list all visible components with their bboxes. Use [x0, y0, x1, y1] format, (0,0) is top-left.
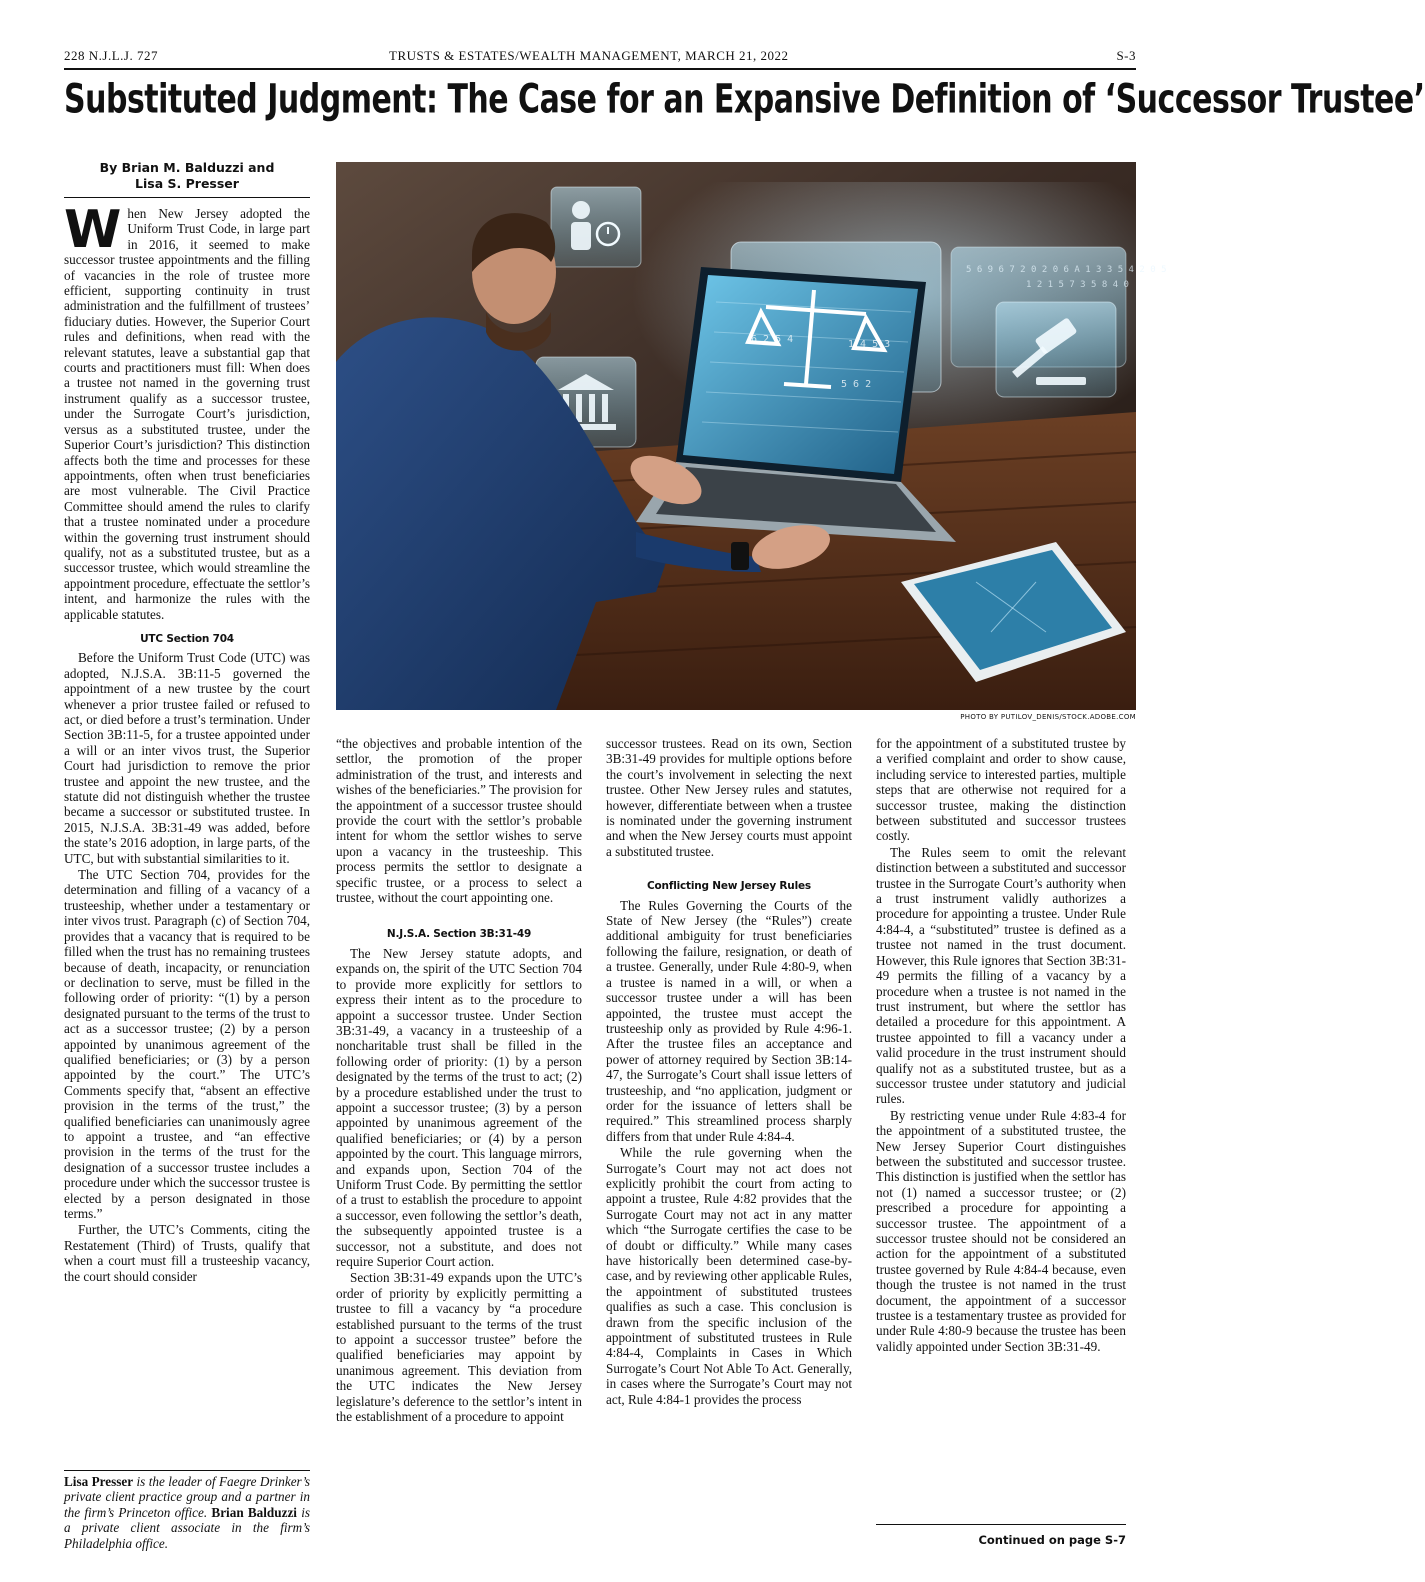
paragraph: “the objectives and probable intention of the settlor, the promotion of the proper administration of the trust, and interests and wishes of the beneficiaries.” The provision for the appointment of a successor trustee should provide the court with the settlor’s probable intent for whom the settlor wishes to serve upon a vacancy in the trusteeship. This process permits the settlor to designate a specific trustee, or a process to select a trustee, without the court appointing one. [336, 736, 582, 906]
byline [64, 160, 310, 192]
bio-text: is the leader of Faegre Drinker’s private client practice group and a partner in the firm’s Princeton office. [64, 1474, 311, 1520]
paragraph: The Rules Governing the Courts of the State of New Jersey (the “Rules”) create additional ambiguity for trust beneficiaries following the failure, resignation, or death of a trustee. Generally, under Rule 4:80-9, when a trustee is named in a will, or when a successor trustee under a will has been appointed, the trustee must accept the trusteeship only as provided by Rule 4:96-1. After the trustee files an acceptance and power of attorney required by Section 3B:14-47, the Surrogate’s Court shall issue letters of trusteeship, and “no application, judgment or order for the issuance of letters shall be required.” This streamlined process sharply differs from that under Rule 4:84-4. [606, 897, 852, 1144]
headline: Substituted Judgment: The Case for an Expansive Definition of ‘Successor Trustee’ [64, 76, 1425, 124]
paragraph: The New Jersey statute adopts, and expands on, the spirit of the UTC Section 704 to provide more explicitly for settlors to express their intent as to the procedure to appoint a successor trustee. Under Section 3B:31-49, a vacancy in a trusteeship of a noncharitable trust shall be filled in the following order of priority: (1) by a person designated by the terms of the trust to act; (2) by a procedure established under the trust to appoint a successor trustee; (3) by a person appointed by unanimous agreement of the qualified beneficiaries; or (4) by a person appointed by the court. This language mirrors, and expands upon, Section 704 of the Uniform Trust Code. By permitting the settlor of a trust to establish the procedure to appoint a successor, even following the settlor’s death, the subsequently appointed trustee is a successor, not a substitute, and does not require Superior Court action. [336, 945, 582, 1269]
hologram-digits: 5 6 9 6 7 2 0 2 0 6 A 1 3 3 5 4 2 0 5 [966, 265, 1167, 275]
page-number: S-3 [1116, 48, 1136, 63]
continued-line: Continued on page S-7 [978, 1533, 1126, 1547]
bio-text: is a private client associate in the firm’s Philadelphia office. [64, 1504, 310, 1551]
photo-illustration [336, 162, 1167, 710]
paragraph: By restricting venue under Rule 4:83-4 for the appointment of a substituted trustee, the New Jersey Superior Court distinguishes between the substituted and successor trustee. This distinction is justified when the settlor has not (1) named a successor trustee; or (2) prescribed a procedure for appointing a successor trustee. The appointment of a successor trustee should not be considered an action for the appointment of a substituted trustee governed by Rule 4:84-4 because, even though the trustee is not named in the trust document, the appointment of a successor trustee is a testamentary trustee as provided for under Rule 4:80-9 because the trustee has been validly appointed under Section 3B:31-49. [876, 1107, 1126, 1354]
intro-paragraph [64, 200, 310, 622]
paragraph: Section 3B:31-49 expands upon the UTC’s order of priority by explicitly permitting a trustee to fill a vacancy by “a procedure established pursuant to the terms of the trust to appoint a successor trustee” before the qualified beneficiaries may appoint by unanimous agreement. This deviation from the UTC indicates the New Jersey legislature’s deference to the settlor’s intent in the establishment of a procedure to appoint [336, 1270, 582, 1425]
article-photo [336, 162, 1167, 710]
byline-line-1: By Brian M. Balduzzi and [99, 160, 275, 175]
paragraph: The Rules seem to omit the relevant distinction between a substituted and successor trustee in the Surrogate Court’s authority when a trust instrument validly authorizes a procedure for appointing a trustee. Under Rule 4:84-4, a “substituted” trustee is defined as a trustee not named in the trust document. However, this Rule ignores that Section 3B:31-49 permits the filling of a vacancy by a procedure when a trustee is not named in the trust instrument, but where the settlor has detailed a procedure for this appointment. A trustee appointed to fill a vacancy under a valid procedure in the trust instrument should qualify not as a substituted trustee, but as a successor trustee under statutory and judicial rules. [876, 844, 1126, 1107]
bio-name: Lisa Presser [64, 1474, 134, 1489]
intro-text: hen New Jersey adopted the Uniform Trust Code, in large part in 2016, it seemed to make successor trustee appointments and the filling of vacancies in the role of trustee more efficient, supporting continuity in trust administration and the fulfillment of trustees’ fiduciary duties. However, the Superior Court rules and definitions, when read with the relevant statutes, leave a substantial gap that courts and practitioners must fill: When does a trustee not named in the governing trust instrument qualify as a successor trustee, under the Surrogate Court’s jurisdiction, versus as a substituted trustee, under the Superior Court’s jurisdiction? This distinction affects both the time and processes for these appointments, often when trust beneficiaries are most vulnerable. The Civil Practice Committee should amend the rules to clarify that a trustee nominated under a procedure within the governing trust instrument should qualify, not as a substituted trustee, but as a successor trustee, which would streamline the appointment procedure, effectuate the settlor’s intent, and harmonize the rules with the applicable statutes. [64, 206, 310, 622]
citation: 228 N.J.L.J. 727 [64, 48, 158, 63]
column-3 [606, 736, 852, 1408]
section-heading-conflicting-rules: Conflicting New Jersey Rules [647, 880, 811, 893]
bio-rule [64, 1470, 310, 1471]
paragraph: Further, the UTC’s Comments, citing the Restatement (Third) of Trusts, qualify that when a court must fill a trusteeship vacancy, the court should consider [64, 1222, 310, 1284]
section-heading-utc-704: UTC Section 704 [140, 632, 234, 645]
section-heading-njsa-3b-31-49: N.J.S.A. Section 3B:31-49 [386, 928, 532, 941]
byline-rule [64, 197, 310, 198]
continued-rule [876, 1524, 1126, 1525]
byline-line-2: Lisa S. Presser [135, 176, 239, 191]
paragraph: successor trustees. Read on its own, Section 3B:31-49 provides for multiple options before the court’s involvement in selecting the next trustee. Other New Jersey rules and statutes, however, differentiate between when a trustee is nominated under the governing instrument and when the New Jersey courts must appoint a substituted trustee. [606, 736, 852, 859]
column-1 [64, 200, 310, 1285]
screen-number: 6 2 5 4 [751, 334, 794, 345]
column-2 [336, 736, 582, 1425]
header-rule [64, 68, 1136, 70]
drop-cap: W [64, 200, 122, 260]
photo-credit: PHOTO BY PUTILOV_DENIS/STOCK.ADOBE.COM [960, 713, 1136, 721]
bio-name: Brian Balduzzi [211, 1504, 297, 1520]
paragraph: Before the Uniform Trust Code (UTC) was adopted, N.J.S.A. 3B:11-5 governed the appointment of a new trustee by the court whenever a prior trustee failed or refused to act, or died before a trust’s termination. Under Section 3B:11-5, for a trustee appointed under a will or an inter vivos trust, the Superior Court had jurisdiction to remove the prior trustee and appoint the new trustee, and the statute did not distinguish whether the trustee became a successor or substituted trustee. In 2015, N.J.S.A. 3B:31-49 was added, before the state’s 2016 adoption, in large parts, of the UTC, but with substantial similarities to it. [64, 650, 310, 866]
screen-number: 1 4 5 3 [848, 339, 891, 350]
paragraph: The UTC Section 704, provides for the determination and filling of a vacancy of a trusteeship, whether under a testamentary or inter vivos trust. Paragraph (c) of Section 704, provides that a vacancy that is required to be filled when the trust has no remaining trustees because of death, incapacity, or renunciation or declination to serve, must be filled in the following order of priority: “(1) by a person designated pursuant to the terms of the trust to act as a successor trustee; (2) by a person appointed by unanimous agreement of the qualified beneficiaries; or (3) by a person appointed by the court.” The UTC’s Comments specify that, “absent an effective provision in the terms of the trust,” the qualified beneficiaries can unanimously agree to appoint a trustee, and “an effective provision in the terms of the trust for the designation of a successor trustee includes a procedure under which the successor trustee is elected by a person designated in those terms.” [64, 867, 310, 1221]
screen-number: 5 6 2 [841, 379, 872, 390]
section-title: TRUSTS & ESTATES/WEALTH MANAGEMENT, MARCH 21, 2022 [389, 48, 789, 63]
column-4 [876, 736, 1126, 1355]
author-bio [64, 1474, 310, 1551]
paragraph: While the rule governing when the Surrogate’s Court may not act does not explicitly prohibit the court from acting to appoint a trustee, Rule 4:82 provides that the Surrogate Court may not act in any matter which “the Surrogate certifies the case to be of doubt or difficulty.” While many cases have historically been determined case-by-case, and by reviewing other applicable Rules, the appointment of substituted trustees qualifies as such a case. This conclusion is drawn from the specific inclusion of the appointment of substituted trustees in Rule 4:84-4, Complaints in Cases in Which Surrogate’s Court Not Able To Act. Generally, in cases where the Surrogate’s Court may not act, Rule 4:84-1 provides the process [606, 1145, 852, 1407]
paragraph: for the appointment of a substituted trustee by a verified complaint and order to show cause, including service to interested parties, multiple steps that are otherwise not required for a successor trustee, making the distinction between substituted and successor trustees costly. [876, 736, 1126, 844]
running-head [64, 48, 1136, 68]
hologram-digits: 1 2 1 5 7 3 5 8 4 0 [1026, 280, 1129, 290]
